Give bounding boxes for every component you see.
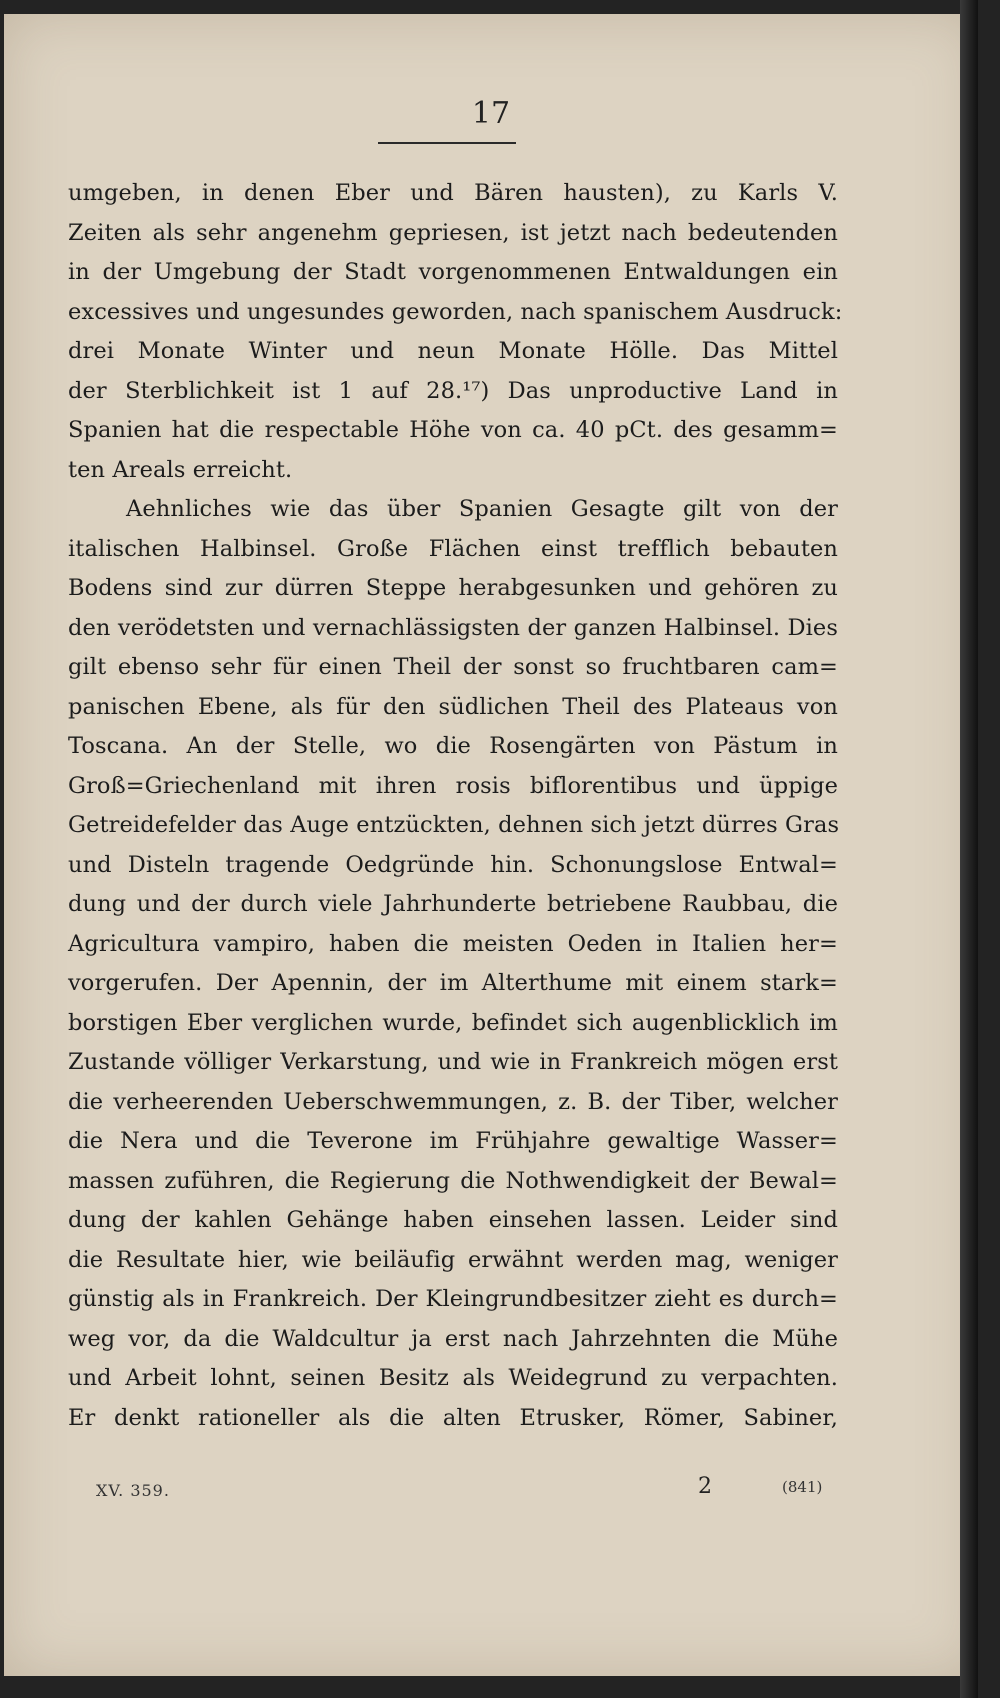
- text-line: und Arbeit lohnt, seinen Besitz als Weidegrund zu verpachten.: [68, 1365, 838, 1391]
- text-line: umgeben, in denen Eber und Bären hausten), zu Karls V.: [68, 180, 838, 206]
- body-text: [68, 174, 843, 1438]
- text-line: die Resultate hier, wie beiläufig erwähnt werden mag, weniger: [68, 1246, 838, 1273]
- text-line: excessives und ungesundes geworden, nach spanischem Ausdruck:: [68, 298, 843, 325]
- text-line: den verödetsten und vernachlässigsten der ganzen Halbinsel. Dies: [68, 614, 838, 641]
- text-line: Getreidefelder das Auge entzückten, dehnen sich jetzt dürres Gras: [68, 812, 840, 838]
- footer-page-ref: (841): [782, 1478, 823, 1496]
- text-line: massen zuführen, die Regierung die Nothwendigkeit der Bewal=: [68, 1167, 838, 1194]
- text-line: dung und der durch viele Jahrhunderte betriebene Raubbau, die: [68, 891, 838, 917]
- text-line: Zustande völliger Verkarstung, und wie in Frankreich mögen erst: [68, 1049, 838, 1075]
- text-line: die verheerenden Ueberschwemmungen, z. B. der Tiber, welcher: [68, 1088, 838, 1115]
- text-line: weg vor, da die Waldcultur ja erst nach Jahrzehnten die Mühe: [68, 1325, 838, 1352]
- text-line: in der Umgebung der Stadt vorgenommenen Entwaldungen ein: [68, 259, 838, 285]
- header-rule: [378, 142, 516, 144]
- text-line: der Sterblichkeit ist 1 auf 28.¹⁷) Das unproductive Land in: [68, 377, 838, 404]
- text-line: dung der kahlen Gehänge haben einsehen lassen. Leider sind: [68, 1207, 838, 1233]
- book-page: [4, 14, 978, 1676]
- text-line: Zeiten als sehr angenehm gepriesen, ist jetzt nach bedeutenden: [68, 219, 838, 246]
- footer-signature-mark: 2: [698, 1474, 712, 1499]
- text-line: vorgerufen. Der Apennin, der im Alterthume mit einem stark=: [68, 970, 838, 996]
- text-line: panischen Ebene, als für den südlichen Theil des Plateaus von: [68, 693, 838, 720]
- text-line: und Disteln tragende Oedgründe hin. Schonungslose Entwal=: [68, 851, 838, 878]
- book-spine-edge: [960, 0, 978, 1698]
- text-line: italischen Halbinsel. Große Flächen einst trefflich bebauten: [68, 535, 838, 562]
- text-line: ten Areals erreicht.: [68, 456, 293, 483]
- text-line: drei Monate Winter und neun Monate Hölle. Das Mittel: [68, 338, 838, 364]
- page-number: 17: [471, 96, 511, 131]
- text-line: Agricultura vampiro, haben die meisten Oeden in Italien her=: [68, 930, 838, 957]
- text-line: Er denkt rationeller als die alten Etrusker, Römer, Sabiner,: [68, 1404, 838, 1431]
- text-line: borstigen Eber verglichen wurde, befindet sich augenblicklich im: [68, 1009, 838, 1036]
- footer-series-number: XV. 359.: [96, 1481, 170, 1500]
- text-line: gilt ebenso sehr für einen Theil der sonst so fruchtbaren cam=: [68, 654, 838, 680]
- text-line: die Nera und die Teverone im Frühjahre gewaltige Wasser=: [68, 1128, 838, 1154]
- text-line: Toscana. An der Stelle, wo die Rosengärten von Pästum in: [68, 733, 838, 759]
- text-line: Groß=Griechenland mit ihren rosis biflorentibus und üppige: [68, 772, 838, 799]
- text-line: Spanien hat die respectable Höhe von ca. 40 pCt. des gesamm=: [68, 417, 838, 443]
- text-line: günstig als in Frankreich. Der Kleingrundbesitzer zieht es durch=: [68, 1286, 838, 1312]
- text-line: Aehnliches wie das über Spanien Gesagte gilt von der: [126, 496, 838, 522]
- text-line: Bodens sind zur dürren Steppe herabgesunken und gehören zu: [68, 575, 838, 601]
